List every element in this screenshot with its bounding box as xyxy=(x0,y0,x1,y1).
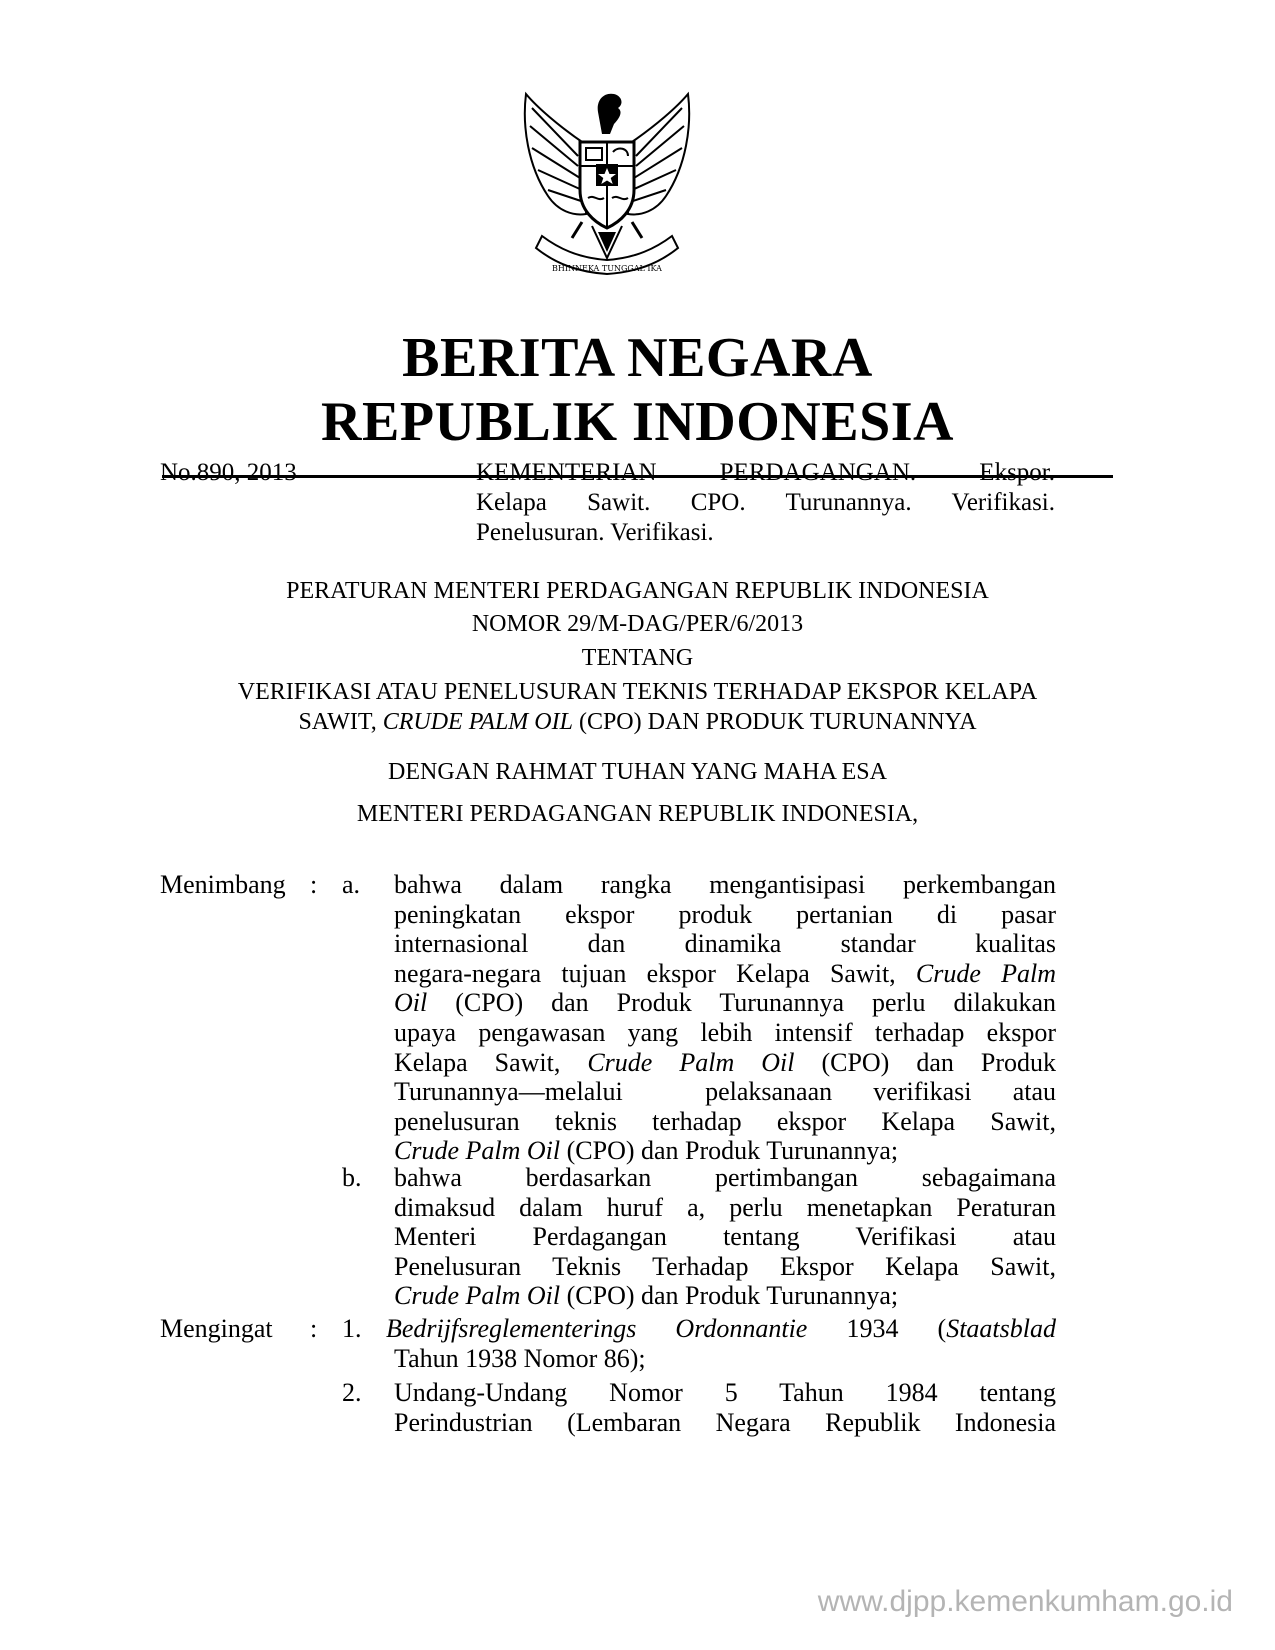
text-line: negara-negara tujuan ekspor Kelapa Sawit, Crude Palm xyxy=(394,958,1056,988)
text-line: Bedrijfsreglementerings Ordonnantie 1934 (Staatsblad xyxy=(386,1314,1056,1343)
text-line: Kelapa Sawit, Crude Palm Oil (CPO) dan Produk xyxy=(394,1047,1056,1077)
menimbang-a-text xyxy=(394,870,1056,1166)
regulation-number: NOMOR 29/M-DAG/PER/6/2013 xyxy=(471,611,804,637)
regulation-title: PERATURAN MENTERI PERDAGANGAN REPUBLIK INDONESIA xyxy=(286,578,989,604)
text-line: Perindustrian (Lembaran Negara Republik Indonesia xyxy=(394,1407,1056,1437)
mengingat-label: Mengingat xyxy=(160,1314,273,1343)
invocation: DENGAN RAHMAT TUHAN YANG MAHA ESA xyxy=(388,759,887,785)
menimbang-a-marker: a. xyxy=(342,870,361,899)
subject-line: KEMENTERIAN PERDAGANGAN. Ekspor. xyxy=(476,459,1055,486)
gazette-title-line1: BERITA NEGARA xyxy=(402,327,873,389)
mengingat-item1-text xyxy=(386,1314,1056,1373)
garuda-emblem xyxy=(518,86,696,286)
watermark-url: www.djpp.kemenkumham.go.id xyxy=(817,1585,1233,1618)
regulation-subject-line1: VERIFIKASI ATAU PENELUSURAN TEKNIS TERHADAP EKSPOR KELAPA xyxy=(237,679,1038,705)
text-line: Crude Palm Oil (CPO) dan Produk Turunannya; xyxy=(394,1136,899,1166)
text-line: Turunannya—melalui pelaksanaan verifikasi atau xyxy=(394,1077,1056,1107)
menimbang-b-text xyxy=(394,1163,1056,1311)
text-line: internasional dan dinamika standar kualitas xyxy=(394,929,1056,959)
text-line: Tahun 1938 Nomor 86); xyxy=(394,1343,646,1373)
gazette-subject xyxy=(476,458,1055,548)
minister-heading: MENTERI PERDAGANGAN REPUBLIK INDONESIA, xyxy=(356,801,919,827)
gazette-title-line2: REPUBLIK INDONESIA xyxy=(321,391,954,453)
menimbang-colon: : xyxy=(310,870,318,899)
text-line: bahwa berdasarkan pertimbangan sebagaimana xyxy=(394,1163,1056,1192)
mengingat-item2-text xyxy=(394,1378,1056,1437)
mengingat-colon: : xyxy=(310,1314,318,1343)
subject-line: Kelapa Sawit. CPO. Turunannya. Verifikasi. xyxy=(476,489,1055,516)
text-line: Undang-Undang Nomor 5 Tahun 1984 tentang xyxy=(394,1378,1056,1407)
menimbang-b-marker: b. xyxy=(342,1163,362,1192)
text-line: peningkatan ekspor produk pertanian di pasar xyxy=(394,899,1056,929)
subject-line: Penelusuran. Verifikasi. xyxy=(476,519,714,546)
text-line: dimaksud dalam huruf a, perlu menetapkan Peraturan xyxy=(394,1192,1056,1222)
menimbang-label: Menimbang xyxy=(160,870,286,899)
regulation-tentang: TENTANG xyxy=(581,645,694,671)
text-line: penelusuran teknis terhadap ekspor Kelapa Sawit, xyxy=(394,1106,1056,1136)
text-line: bahwa dalam rangka mengantisipasi perkembangan xyxy=(394,870,1056,899)
mengingat-item1-marker: 1. xyxy=(342,1314,362,1343)
mengingat-item2-marker: 2. xyxy=(342,1378,362,1407)
gazette-number: No.890, 2013 xyxy=(160,459,297,486)
text-line: Menteri Perdagangan tentang Verifikasi atau xyxy=(394,1222,1056,1252)
text-line: Penelusuran Teknis Terhadap Ekspor Kelapa Sawit, xyxy=(394,1251,1056,1281)
text-line: upaya pengawasan yang lebih intensif terhadap ekspor xyxy=(394,1017,1056,1047)
svg-text:BHINNEKA TUNGGAL IKA: BHINNEKA TUNGGAL IKA xyxy=(552,264,662,273)
text-line: Crude Palm Oil (CPO) dan Produk Turunannya; xyxy=(394,1281,899,1311)
text-line: Oil (CPO) dan Produk Turunannya perlu dilakukan xyxy=(394,988,1056,1018)
regulation-subject-line2: SAWIT, CRUDE PALM OIL (CPO) DAN PRODUK TURUNANNYA xyxy=(298,709,977,735)
